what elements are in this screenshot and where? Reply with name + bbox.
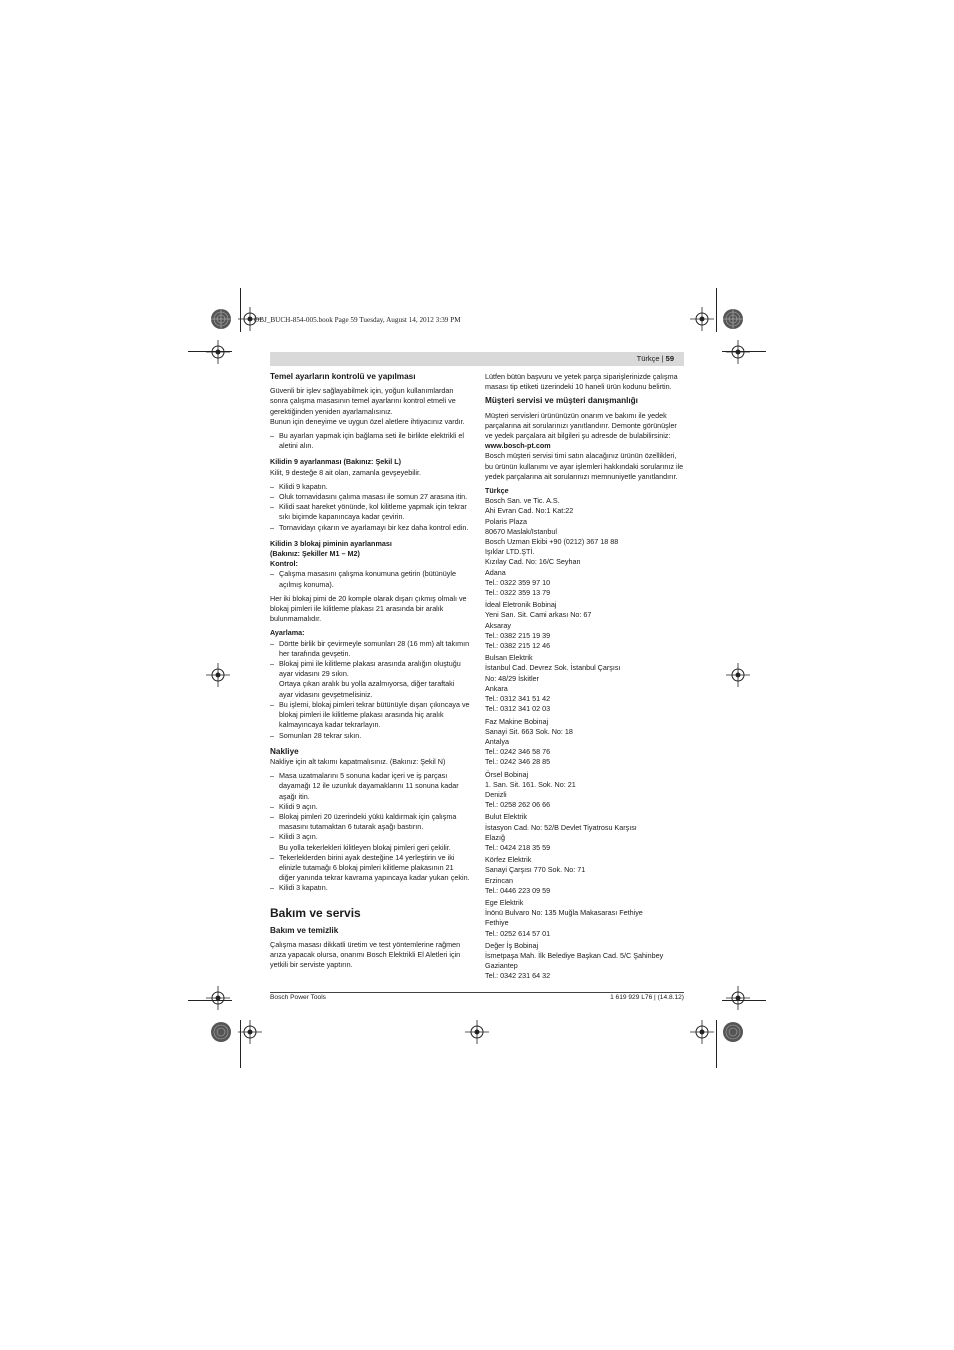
address-line: Fethiye: [485, 918, 509, 928]
address-line: Yeni San. Sit. Cami arkası No: 67: [485, 610, 592, 620]
address-line: Tel.: 0446 223 09 59: [485, 885, 551, 895]
address-line: Faz Makine Bobinaj: [485, 716, 549, 726]
subsection-heading: (Bakınız: Şekiller M1 – M2): [270, 549, 360, 559]
crosshair-target-icon: [206, 340, 230, 364]
list-item: – Tekerleklerden birini ayak desteğine 14 yerleştirin ve iki elinizle tutamağı 6 blokaj pimleri kilitleme plakasının 21 diğer yanında tekrar kavrama yapıncaya kadar yukarı çekin.: [270, 853, 470, 884]
label-ayarlama: Ayarlama:: [270, 628, 305, 638]
address-line: Işıklar LTD.ŞTİ.: [485, 547, 535, 557]
address-line: Tel.: 0252 614 57 01: [485, 928, 551, 938]
footer-brand: Bosch Power Tools: [270, 994, 326, 1001]
crosshair-target-icon: [726, 663, 750, 687]
address-line: Körfez Elektrik: [485, 855, 532, 865]
page-number: 59: [665, 354, 674, 363]
right-column: [485, 372, 685, 982]
list-item-continuation: Ortaya çıkan aralık bu yolla azalmıyorsa, diğer taraftaki ayar vidasını gevşetmelisiniz.: [279, 679, 455, 699]
crop-mark: [716, 288, 717, 332]
address-line: No: 48/29 İskitler: [485, 673, 539, 683]
chapter-heading: Bakım ve servis: [270, 905, 361, 920]
address-line: Bosch Uzman Ekibi +90 (0212) 367 18 88: [485, 537, 619, 547]
paragraph: Bunun için deneyime ve uygun özel aletlere ihtiyacınız vardır.: [270, 416, 465, 426]
registration-target-icon: [208, 306, 234, 332]
address-line: Elazığ: [485, 832, 505, 842]
address-line: Tel.: 0424 218 35 59: [485, 842, 551, 852]
list-item: – Bu işlemi, blokaj pimleri tekrar bütünüyle dışarı çıkıncaya ve blokaj pimleri ile kilitleme plakası arasında hiç aralık kalmayıncaya kadar tekrarlayın.: [270, 700, 470, 731]
address-line: Tel.: 0322 359 97 10: [485, 577, 551, 587]
address-line: Değer İş Bobinaj: [485, 940, 539, 950]
address-line: Tel.: 0242 346 28 85: [485, 757, 551, 767]
paragraph: Nakliye için alt takımı kapatmalısınız. (Bakınız: Şekil N): [270, 756, 446, 766]
print-slug: OBJ_BUCH-854-005.book Page 59 Tuesday, August 14, 2012 3:39 PM: [254, 316, 461, 324]
address-line: Örsel Bobinaj: [485, 769, 529, 779]
address-line: İstanbul Cad. Devrez Sok. İstanbul Çarşısı: [485, 663, 621, 673]
website-link[interactable]: www.bosch-pt.com: [485, 441, 551, 451]
crosshair-target-icon: [726, 340, 750, 364]
list-item: – Kilidi 3 kapatın.: [270, 883, 470, 893]
crosshair-target-icon: [238, 1020, 262, 1044]
crop-mark: [716, 1020, 717, 1068]
address-line: Antalya: [485, 736, 509, 746]
dealer-list: [485, 547, 685, 981]
crosshair-target-icon: [206, 986, 230, 1010]
list-item-continuation: Bu yolla tekerlekleri kilitleyen blokaj pimleri geri çekilir.: [279, 842, 451, 852]
header-bar: [270, 352, 684, 366]
address-line: Tel.: 0382 215 19 39: [485, 630, 551, 640]
address-line: Tel.: 0312 341 02 03: [485, 704, 551, 714]
address-line: Bulsan Elektrik: [485, 653, 533, 663]
list-item: – Kilidi 9 kapatın.: [270, 482, 470, 492]
crosshair-target-icon: [690, 307, 714, 331]
header-language: Türkçe: [636, 354, 660, 363]
address-line: İnönü Bulvaro No: 135 Muğla Makasarası Fethiye: [485, 908, 643, 918]
country-heading: Türkçe: [485, 486, 509, 496]
crosshair-target-icon: [206, 663, 230, 687]
list-item: – Blokaj pimi ile kilitleme plakası arasında aralığın oluştuğu ayar vidasını 29 sıkın.: [270, 659, 470, 679]
registration-target-icon: [720, 1019, 746, 1045]
address-line: İdeal Eletronik Bobinaj: [485, 600, 557, 610]
list-item: – Blokaj pimleri 20 üzerindeki yükü kaldırmak için çalışma masasını tutamaktan 6 tutarak aşağı bastırın.: [270, 812, 470, 832]
subsection-heading: Kilidin 3 blokaj piminin ayarlanması: [270, 538, 392, 548]
crosshair-target-icon: [690, 1020, 714, 1044]
address-line: Aksaray: [485, 620, 511, 630]
running-header: [637, 354, 674, 363]
list-item: – Tornavidayı çıkarın ve ayarlamayı bir kez daha kontrol edin.: [270, 523, 470, 533]
footer-code: 1 619 929 L76 | (14.8.12): [610, 994, 684, 1001]
label-kontrol: Kontrol:: [270, 559, 298, 569]
list-item: – Oluk tornavidasını çalıma masası ile somun 27 arasına itin.: [270, 492, 470, 502]
list-item: – Çalışma masasını çalışma konumuna getirin (bütünüyle açılmış konuma).: [270, 569, 470, 589]
list-item: – Bu ayarları yapmak için bağlama seti ile birlikte elektrikli el aletini alın.: [270, 431, 470, 451]
address-line: Polaris Plaza: [485, 516, 527, 526]
paragraph: Bosch müşteri servisi timi satın alacağınız ürünün özellikleri, bu ürünün kullanımı ve ayar işlemleri hakkındaki sorularınız ile yedek parçalarına ait sorularınızı memnuniyetle yanıtlandırır.: [485, 451, 684, 481]
address-line: İstasyon Cad. No: 52/B Devlet Tiyatrosu Karşısı: [485, 822, 637, 832]
address-line: Ahi Evran Cad. No:1 Kat:22: [485, 506, 574, 516]
list-item: – Masa uzatmalarını 5 sonuna kadar içeri ve iş parçası dayamağı 12 ile uzunluk dayamaklarını 11 sonuna kadar aşağı itin.: [270, 771, 470, 802]
registration-target-icon: [720, 306, 746, 332]
address-line: Sanayi Çarşısı 770 Sok. No: 71: [485, 865, 586, 875]
paragraph: Kilit, 9 desteğe 8 ait olan, zamanla gevşeyebilir.: [270, 467, 422, 477]
header-separator: |: [659, 354, 666, 363]
section-heading: Nakliye: [270, 746, 299, 756]
subsection-heading: Kilidin 9 ayarlanması (Bakınız: Şekil L): [270, 457, 402, 467]
list-item: – Somunları 28 tekrar sıkın.: [270, 731, 470, 741]
address-line: Erzincan: [485, 875, 513, 885]
crosshair-target-icon: [465, 1020, 489, 1044]
registration-target-icon: [208, 1019, 234, 1045]
footer-rule: [270, 992, 684, 993]
crosshair-target-icon: [726, 986, 750, 1010]
address-line: Tel.: 0322 359 13 79: [485, 588, 551, 598]
paragraph: Güvenli bir işlev sağlayabilmek için, yoğun kullanımlardan sonra çalışma masasının temel ayarlarını kontrol etmeli ve gerektiğinden yeniden ayarlamalısınız.: [270, 386, 456, 416]
address-line: Denizli: [485, 789, 507, 799]
address-line: Tel.: 0342 231 64 32: [485, 971, 551, 981]
left-column: [270, 372, 470, 970]
list-item: – Dörtte birlik bir çevirmeyle somunları 28 (16 mm) alt takımın her tarafında gevşetin.: [270, 639, 470, 659]
address-line: Gaziantep: [485, 961, 518, 971]
paragraph: Müşteri servisleri ürününüzün onarım ve bakımı ile yedek parçalarına ait sorularınızı yanıtlandırır. Demonte görünüşler ve yedek parçalara ait bilgileri şu adresde de bulabilirsiniz:: [485, 410, 677, 441]
address-line: 1. San. Sit. 161. Sok. No: 21: [485, 779, 576, 789]
address-line: Kızılay Cad. No: 16/C Seyhan: [485, 557, 581, 567]
section-heading: Bakım ve temizlik: [270, 925, 339, 935]
address-line: Tel.: 0242 346 58 76: [485, 747, 551, 757]
address-line: 80670 Maslak/Istanbul: [485, 526, 557, 536]
list-item: – Kilidi saat hareket yönünde, kol kilitleme yapmak için tekrar sıkı biçimde kapanıncaya kadar çevirin.: [270, 502, 470, 522]
paragraph: Her iki blokaj pimi de 20 komple olarak dışarı çıkmış olmalı ve blokaj pimleri ile kilitleme plakası 21 arasında bir aralık bulunmamalıdır.: [270, 593, 467, 624]
address-line: Adana: [485, 567, 506, 577]
address-line: Tel.: 0312 341 51 42: [485, 694, 551, 704]
paragraph: Lütfen bütün başvuru ve yetek parça siparişlerinizde çalışma masası tip etiketi üzerindeki 10 haneli ürün kodunu belirtin.: [485, 372, 678, 392]
address-line: Bosch San. ve Tic. A.S.: [485, 496, 560, 506]
address-line: Ankara: [485, 683, 508, 693]
section-heading: Temel ayarların kontrolü ve yapılması: [270, 372, 416, 381]
address-line: Sanayi Sit. 663 Sok. No: 18: [485, 726, 573, 736]
address-line: Bulut Elektrik: [485, 812, 527, 822]
list-item: – Kilidi 3 açın.: [270, 832, 470, 842]
address-line: Ege Elektrik: [485, 897, 524, 907]
address-line: Tel.: 0382 215 12 46: [485, 641, 551, 651]
list-item: – Kilidi 9 açın.: [270, 802, 470, 812]
paragraph: Çalışma masası dikkatli üretim ve test yöntemlerine rağmen arıza yapacak olursa, onarımı Bosch Elektrikli El Aletleri için yetkili bir serviste yaptırın.: [270, 939, 461, 970]
address-line: Tel.: 0258 262 06 66: [485, 800, 551, 810]
section-heading: Müşteri servisi ve müşteri danışmanlığı: [485, 396, 638, 406]
address-line: İsmetpaşa Mah. İlk Belediye Başkan Cad. 5/C Şahinbey: [485, 950, 664, 960]
